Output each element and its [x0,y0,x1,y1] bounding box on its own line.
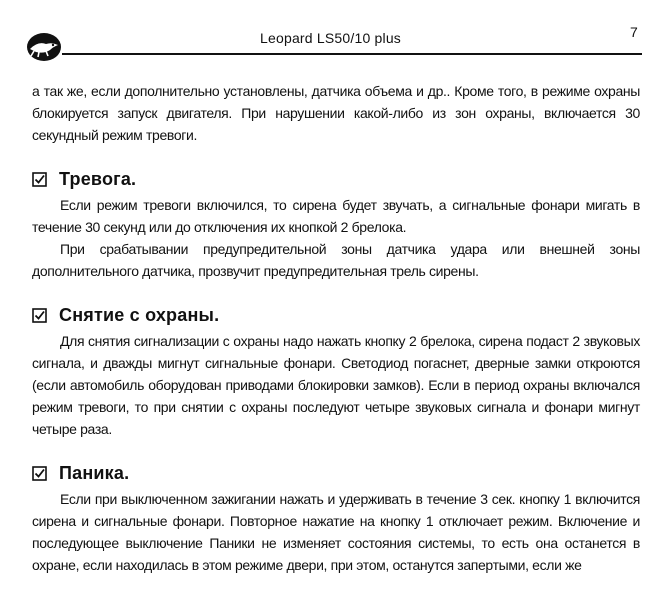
section-heading [32,302,640,328]
section-alarm [32,166,640,282]
header-title: Leopard LS50/10 plus [260,30,401,46]
section-paragraph: При срабатывании предупредительной зоны датчика удара или внешней зоны дополнительного датчика, прозвучит предупредительная трель сирены. [32,241,640,279]
section-title: Паника. [59,462,130,483]
page-number: 7 [630,24,638,40]
checkbox-icon [32,466,47,481]
leopard-logo-icon [24,29,64,63]
section-heading [32,460,640,486]
section-paragraph: Если при выключенном зажигании нажать и удерживать в течение 3 сек. кнопку 1 включится сирена и сигнальные фонари. Повторное нажатие на кнопку 1 отключает режим. Включение и последующее выключение Паники не изменяет состояния системы, то есть она останется в охране, если находилась в этом режиме двери, при этом, останутся запертыми, если же [32,491,640,573]
section-title: Тревога. [59,168,137,189]
section-paragraph: Если режим тревоги включился, то сирена будет звучать, а сигнальные фонари мигать в течение 30 секунд или до отключения их кнопкой 2 брелока. [32,197,640,235]
page-body [32,80,640,576]
section-heading [32,166,640,192]
page-header [0,0,670,70]
intro-paragraph: а так же, если дополнительно установлены, датчика объема и др.. Кроме того, в режиме охраны блокируется запуск двигателя. При нарушении какой-либо из зон охраны, включается 30 секундный режим тревоги. [32,83,640,143]
checkbox-icon [32,308,47,323]
section-paragraph: Для снятия сигнализации с охраны надо нажать кнопку 2 брелока, сирена подаст 2 звуковых сигнала, и дважды мигнут сигнальные фонари. Светодиод погаснет, дверные замки откроются (если автомобиль оборудован приводами блокировки замков). Если в период охраны включался режим тревоги, то при снятии с охраны последуют четыре звуковых сигнала и фонари мигнут четыре раза. [32,333,640,437]
header-rule [62,53,642,55]
section-panic [32,460,640,576]
section-title: Снятие с охраны. [59,304,220,325]
section-disarm [32,302,640,440]
checkbox-icon [32,172,47,187]
